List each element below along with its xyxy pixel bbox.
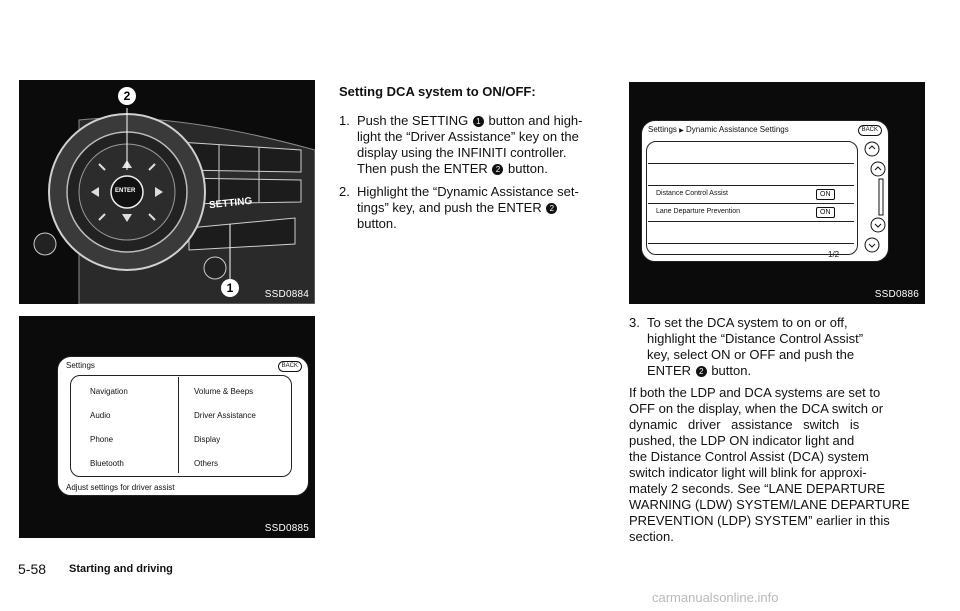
menu-divider [178,377,179,473]
figure-settings-screen [19,316,315,538]
callout-2: 2 [123,89,131,103]
step-3-line-4: ENTER 2 button. [647,363,752,378]
menu-item-audio[interactable]: Audio [90,411,111,420]
menu-item-bluetooth[interactable]: Bluetooth [90,459,124,468]
paragraph-line: PREVENTION (LDP) SYSTEM” earlier in this [629,513,890,528]
step-3-line-3: key, select ON or OFF and push the [647,347,855,362]
step-1-line-1: Push the SETTING 1 button and high- [357,113,583,128]
paragraph-line: If both the LDP and DCA systems are set to [629,385,881,400]
page-down-icon[interactable] [865,238,879,252]
section-heading: Setting DCA system to ON/OFF: [339,84,536,99]
setting-label: SETTING [208,195,253,212]
menu-item-phone[interactable]: Phone [90,435,114,444]
circled-2-icon: 2 [696,366,707,377]
paragraph-line: mately 2 seconds. See “LANE DEPARTURE [629,481,886,496]
controller-illustration [19,80,315,304]
paragraph-line: OFF on the display, when the DCA switch or [629,401,884,416]
paragraph-line: switch indicator light will blink for approxi- [629,465,867,480]
settings-screen [57,356,309,496]
menu-item-navigation[interactable]: Navigation [90,387,128,396]
step-3-line-1: To set the DCA system to on or off, [647,315,848,330]
step-3-line-2: highlight the “Distance Control Assist” [647,331,864,346]
paragraph-line: WARNING (LDW) SYSTEM/LANE DEPARTURE [629,497,910,512]
watermark: carmanualsonline.info [652,590,779,605]
paragraph-line: the Distance Control Assist (DCA) system [629,449,869,464]
circled-1-icon: 1 [473,116,484,127]
step-1-line-4: Then push the ENTER 2 button. [357,161,548,176]
row-divider [648,185,854,186]
toggle-lane-departure-prevention[interactable]: ON [816,207,835,218]
back-button[interactable]: BACK [858,125,882,136]
step-2-line-3: button. [357,216,397,231]
breadcrumb-current: Dynamic Assistance Settings [686,125,789,134]
paragraph-line: pushed, the LDP ON indicator light and [629,433,855,448]
row-divider [648,243,854,244]
row-divider [648,203,854,204]
row-distance-control-assist[interactable]: Distance Control Assist [656,190,728,197]
step-2-number: 2. [339,184,350,199]
callout-1: 1 [226,281,234,295]
circled-2-icon: 2 [546,203,557,214]
scroll-down-icon[interactable] [871,218,885,232]
row-lane-departure-prevention[interactable]: Lane Departure Prevention [656,208,741,215]
dynamic-assistance-screen [641,120,889,262]
step-1-number: 1. [339,113,350,128]
figure-code: SSD0884 [264,289,309,300]
page-number: 5-58 [18,561,47,577]
step-3-number: 3. [629,315,640,330]
page-up-icon[interactable] [865,142,879,156]
figure-controller [19,80,315,304]
status-hint: Adjust settings for driver assist [66,483,175,492]
scroll-controls [858,129,888,259]
paragraph-line: dynamic driver assistance switch is [629,417,860,432]
toggle-distance-control-assist[interactable]: ON [816,189,835,200]
circled-2-icon: 2 [492,164,503,175]
scrollbar[interactable] [879,179,883,215]
row-divider [648,163,854,164]
menu-item-volume-beeps[interactable]: Volume & Beeps [194,387,254,396]
figure-code: SSD0885 [264,523,309,534]
scroll-up-icon[interactable] [871,162,885,176]
figure-code: SSD0886 [874,289,919,300]
step-1-line-3: display using the INFINITI controller. [357,145,567,160]
step-1-line-2: light the “Driver Assistance” key on the [357,129,579,144]
breadcrumb-separator-icon: ▶ [679,128,684,134]
figure-dynamic-assistance-screen [629,82,925,304]
breadcrumb [648,125,789,134]
page-indicator: 1/2 [828,250,840,259]
enter-label: ENTER [115,188,136,194]
step-2-line-1: Highlight the “Dynamic Assistance set- [357,184,579,199]
screen-title: Settings [66,361,95,370]
row-divider [648,221,854,222]
section-name: Starting and driving [69,563,173,575]
back-button[interactable]: BACK [278,361,302,372]
menu-item-display[interactable]: Display [194,435,221,444]
paragraph-line: section. [629,529,674,544]
menu-item-driver-assistance[interactable]: Driver Assistance [194,411,256,420]
breadcrumb-root[interactable]: Settings [648,125,677,134]
menu-item-others[interactable]: Others [194,459,219,468]
step-2-line-2: tings” key, and push the ENTER 2 [357,200,558,216]
